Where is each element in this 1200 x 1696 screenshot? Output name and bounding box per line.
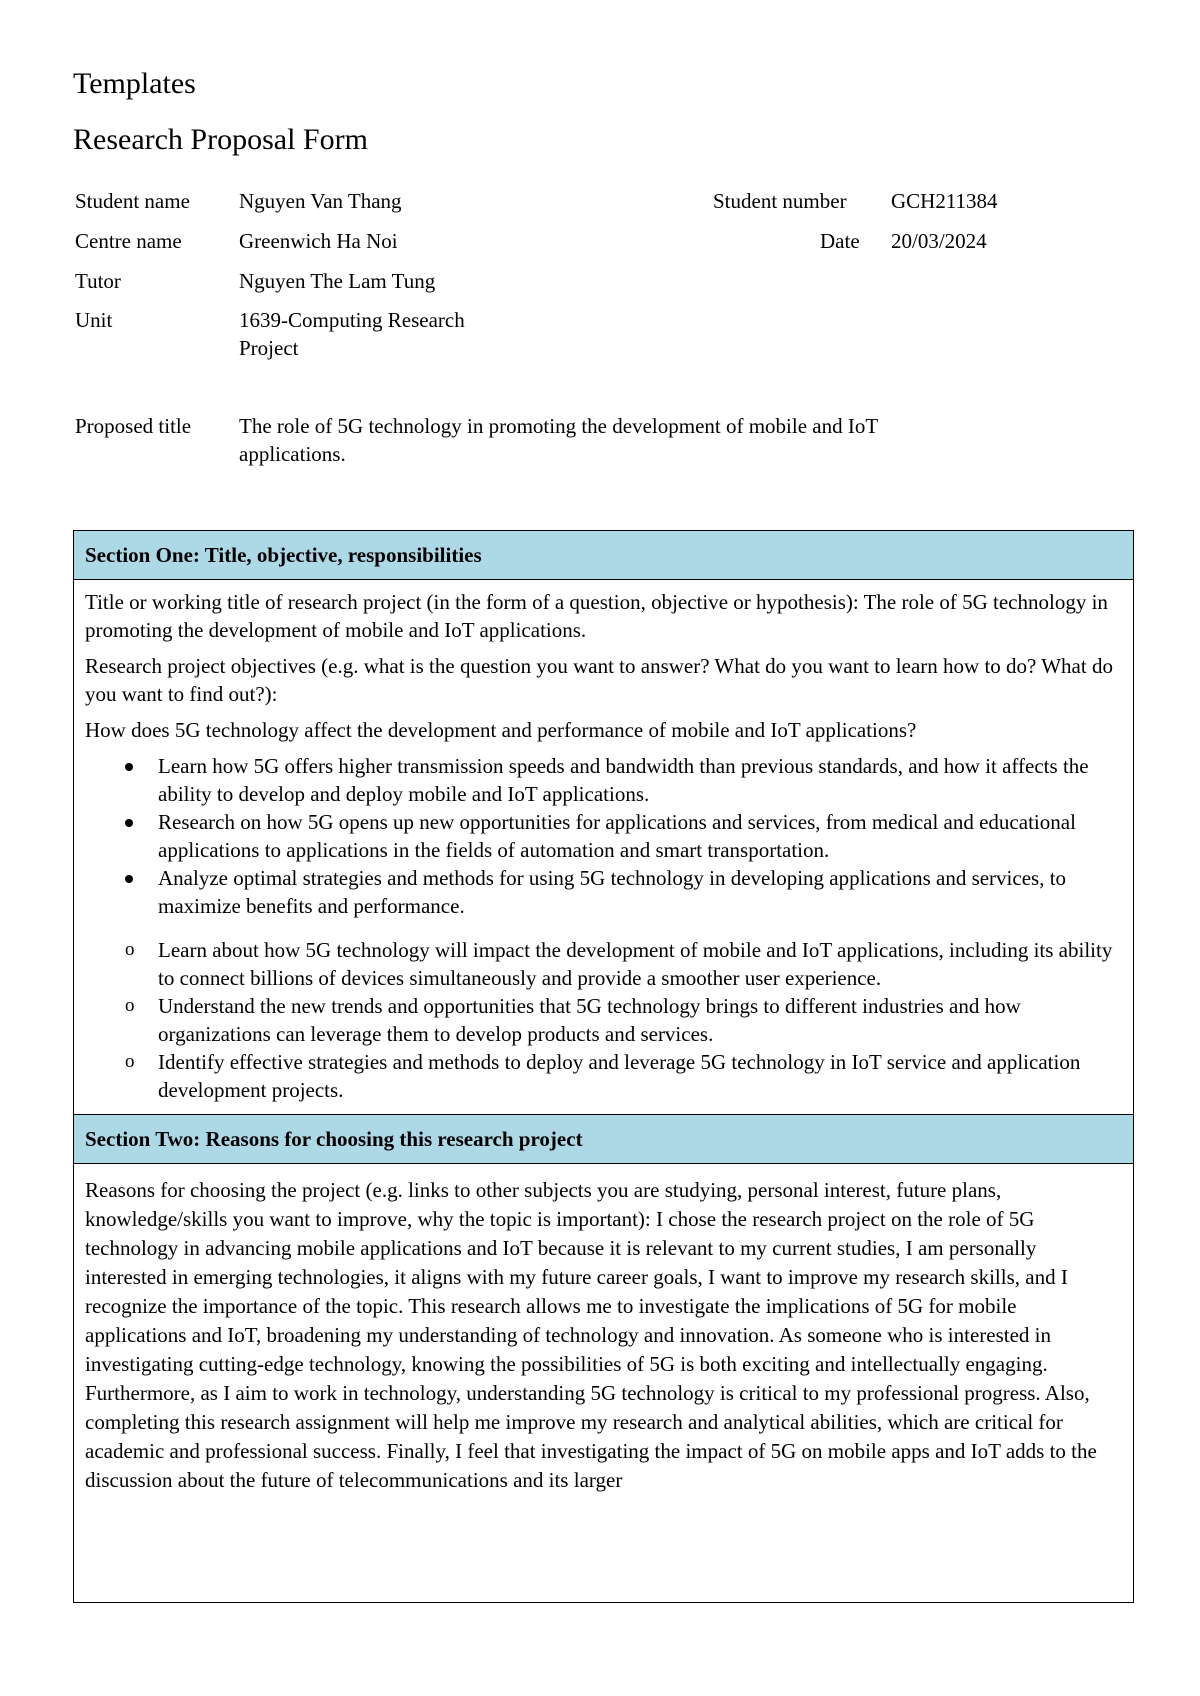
student-name-value: Nguyen Van Thang	[239, 189, 402, 213]
list-item: Learn how 5G offers higher transmission speeds and bandwidth than previous standards, and how it affects the ability to develop and deploy mobile and IoT applications.	[85, 752, 1122, 808]
bullet-icon	[125, 763, 133, 771]
list-item: Analyze optimal strategies and methods for using 5G technology in developing applications and services, to maximize benefits and performance.	[85, 864, 1122, 920]
form-title: Research Proposal Form	[73, 123, 368, 156]
centre-name-value: Greenwich Ha Noi	[239, 229, 398, 253]
section-one-body	[74, 580, 1133, 1114]
student-number-value: GCH211384	[891, 189, 998, 213]
list-item: Research on how 5G opens up new opportunities for applications and services, from medical and educational applications to applications in the fields of automation and smart transportation.	[85, 808, 1122, 864]
date-value: 20/03/2024	[891, 229, 987, 253]
proposed-title-label: Proposed title	[75, 414, 192, 438]
circle-bullet-icon: o	[125, 1051, 135, 1072]
research-question: How does 5G technology affect the development and performance of mobile and IoT applications?	[85, 718, 917, 742]
unit-value-line2: Project	[239, 336, 299, 360]
student-name-label: Student name	[75, 189, 190, 213]
unit-label: Unit	[75, 308, 113, 332]
section-one-heading: Section One: Title, objective, responsibilities	[74, 531, 1133, 580]
title-paragraph: Title or working title of research project (in the form of a question, objective or hypothesis): The role of 5G technology in promoting the development of mobile and IoT applications.	[85, 590, 1108, 642]
list-item: o Identify effective strategies and methods to deploy and leverage 5G technology in IoT service and application development projects.	[125, 1050, 1081, 1102]
tutor-label: Tutor	[75, 269, 121, 293]
circle-bullet-icon: o	[125, 995, 135, 1016]
tutor-value: Nguyen The Lam Tung	[239, 269, 436, 293]
unit-value-line1: 1639-Computing Research	[239, 308, 465, 332]
templates-heading: Templates	[73, 67, 196, 100]
proposed-title-line1: The role of 5G technology in promoting the development of mobile and IoT	[239, 414, 879, 438]
list-item: o Understand the new trends and opportunities that 5G technology brings to different industries and how organizations can leverage them to develop products and services.	[125, 994, 1021, 1046]
proposed-title-line2: applications.	[239, 442, 346, 466]
proposal-table	[73, 530, 1134, 1603]
objectives-list	[85, 752, 1122, 920]
bullet-icon	[125, 819, 133, 827]
circle-bullet-icon: o	[125, 939, 135, 960]
centre-name-label: Centre name	[75, 229, 182, 253]
section-two-heading: Section Two: Reasons for choosing this research project	[74, 1114, 1133, 1164]
date-label: Date	[820, 229, 860, 253]
reasons-paragraph: Reasons for choosing the project (e.g. links to other subjects you are studying, personal interest, future plans, knowledge/skills you want to improve, why the topic is important): I chose the research project on the role of 5G technology in advancing mobile applications and IoT because it is relevant to my current studies, I am personally interested in emerging technologies, it aligns with my future career goals, I want to improve my research skills, and I recognize the importance of the topic. This research allows me to investigate the implications of 5G for mobile applications and IoT, broadening my understanding of technology and innovation. As someone who is interested in investigating cutting-edge technology, knowing the possibilities of 5G is both exciting and intellectually engaging. Furthermore, as I aim to work in technology, understanding 5G technology is critical to my professional progress. Also, completing this research assignment will help me improve my research and analytical abilities, which are critical for academic and professional success. Finally, I feel that investigating the impact of 5G on mobile apps and IoT adds to the discussion about the future of telecommunications and its larger	[85, 1178, 1097, 1492]
student-number-label: Student number	[713, 189, 847, 213]
sub-objectives-list	[85, 936, 1122, 1104]
list-item: o Learn about how 5G technology will impact the development of mobile and IoT applications, including its ability to connect billions of devices simultaneously and provide a smoother user experience.	[125, 938, 1113, 990]
bullet-icon	[125, 875, 133, 883]
objectives-paragraph: Research project objectives (e.g. what is the question you want to answer? What do you want to learn how to do? What do you want to find out?):	[85, 654, 1113, 706]
section-two-body	[74, 1164, 1133, 1495]
